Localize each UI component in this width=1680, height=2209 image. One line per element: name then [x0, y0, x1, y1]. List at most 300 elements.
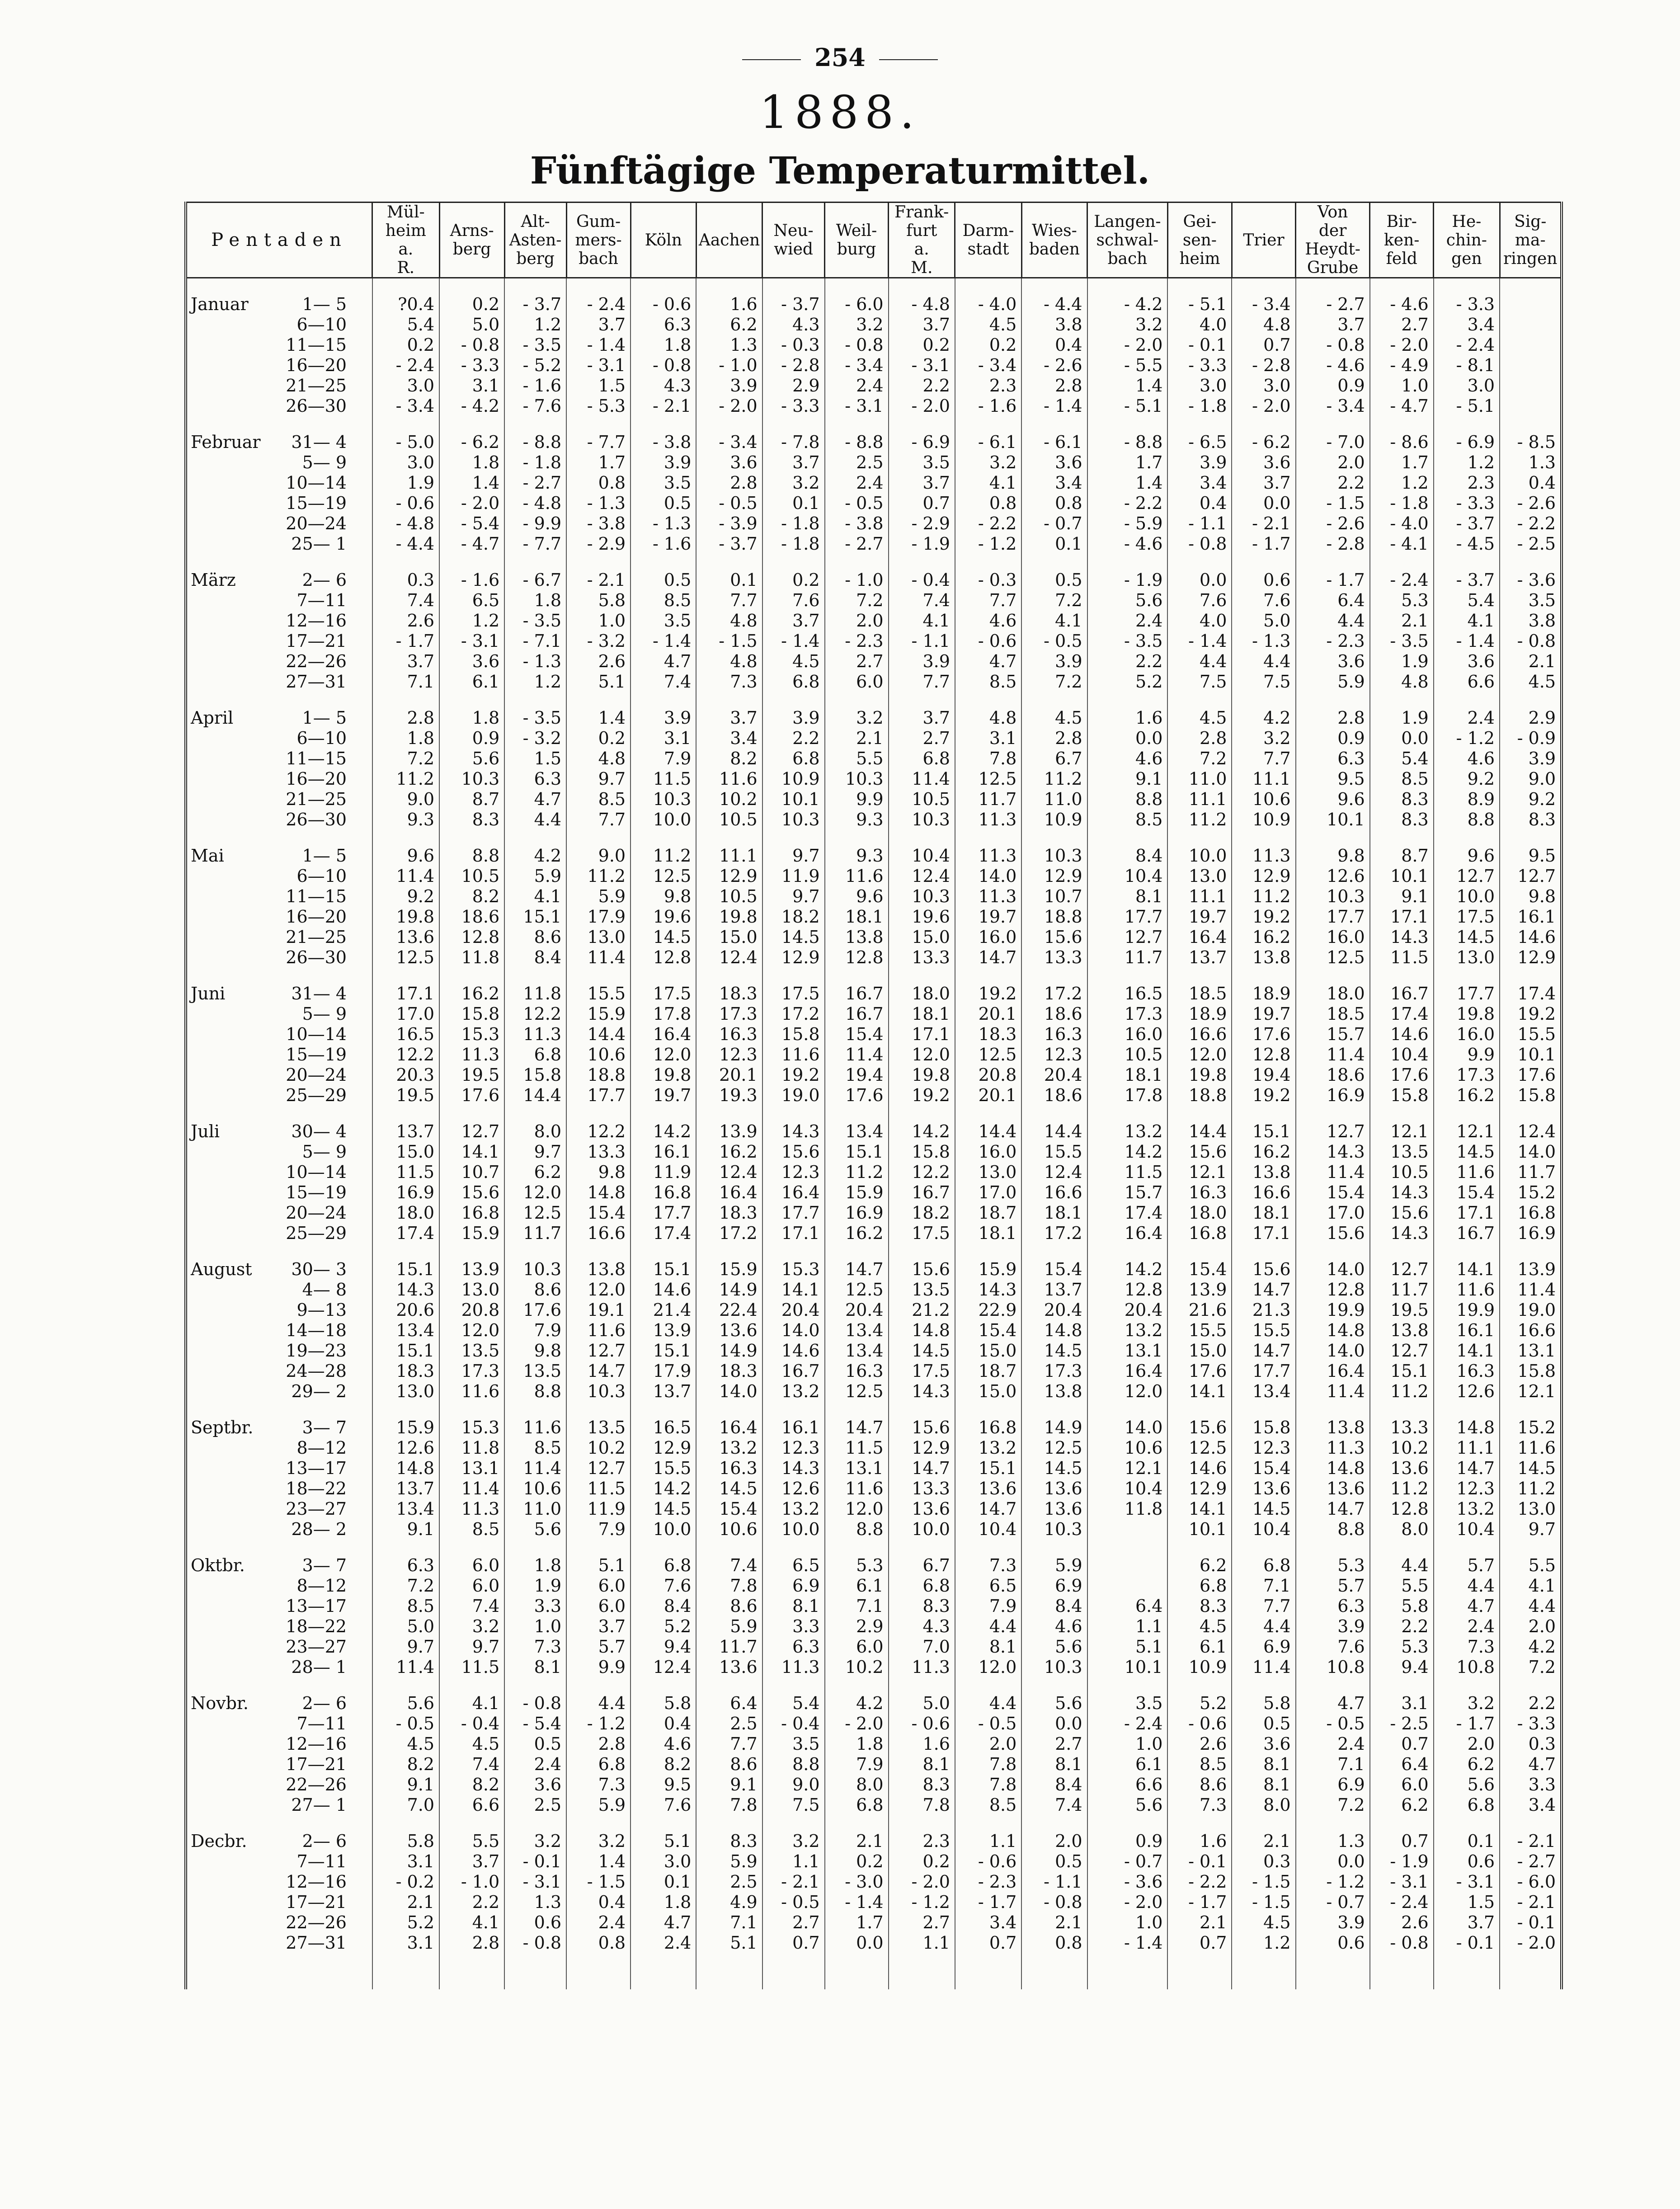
value-cell: 4.1: [1434, 611, 1500, 631]
value-cell: 13.2: [1434, 1499, 1500, 1519]
month-label: Juni: [191, 984, 226, 1003]
value-cell: 13.3: [1021, 947, 1087, 968]
pentade-cell: [186, 1085, 372, 1106]
value-cell: 13.3: [889, 1479, 955, 1499]
value-cell: 20.1: [955, 1004, 1021, 1024]
value-cell: - 0.4: [439, 1714, 504, 1734]
pentade-cell: [186, 1182, 372, 1203]
value-cell: - 6.7: [504, 570, 566, 590]
value-cell: - 1.8: [1370, 493, 1434, 513]
pentade-cell: [186, 278, 372, 315]
value-cell: 3.3: [1500, 1775, 1562, 1795]
value-cell: 19.8: [372, 907, 439, 927]
value-cell: 14.8: [1434, 1418, 1500, 1438]
value-cell: 10.1: [1087, 1657, 1168, 1677]
value-cell: 13.4: [825, 1341, 889, 1361]
pentade-cell: [186, 886, 372, 907]
value-cell: 18.7: [955, 1203, 1021, 1223]
value-cell: 16.7: [825, 1004, 889, 1024]
value-cell: 14.1: [439, 1142, 504, 1162]
value-cell: 5.6: [1021, 1693, 1087, 1714]
value-cell: 16.0: [955, 1142, 1021, 1162]
value-cell: 7.7: [1232, 1596, 1295, 1616]
pentade-cell: [186, 590, 372, 611]
pentade-range: 15—19: [286, 493, 347, 513]
value-cell: - 3.1: [566, 355, 631, 376]
pentade-cell: [186, 1381, 372, 1402]
value-cell: 3.0: [631, 1851, 696, 1872]
pentade-cell: [186, 1576, 372, 1596]
value-cell: 12.1: [1500, 1381, 1562, 1402]
table-row: [186, 432, 1562, 452]
pentade-cell: [186, 749, 372, 769]
month-label: Januar: [191, 294, 249, 314]
value-cell: 15.8: [1370, 1085, 1434, 1106]
value-cell: - 0.3: [762, 335, 825, 355]
value-cell: - 0.6: [631, 278, 696, 315]
value-cell: 11.3: [889, 1657, 955, 1677]
value-cell: 13.0: [1167, 866, 1232, 886]
value-cell: - 0.4: [889, 570, 955, 590]
month-label: Oktbr.: [191, 1555, 245, 1575]
value-cell: - 1.1: [889, 631, 955, 651]
value-cell: 12.7: [1500, 866, 1562, 886]
table-row: [186, 452, 1562, 473]
value-cell: 20.3: [372, 1065, 439, 1085]
value-cell: 7.4: [1021, 1795, 1087, 1815]
value-cell: 13.9: [631, 1320, 696, 1341]
value-cell: 4.5: [1167, 1616, 1232, 1637]
value-cell: 12.6: [1296, 866, 1370, 886]
value-cell: 10.4: [955, 1519, 1021, 1540]
value-cell: 14.8: [889, 1320, 955, 1341]
value-cell: 13.1: [439, 1458, 504, 1479]
pentade-cell: [186, 1045, 372, 1065]
value-cell: - 4.4: [372, 534, 439, 554]
value-cell: 0.3: [1232, 1851, 1295, 1872]
value-cell: 1.0: [1370, 376, 1434, 396]
value-cell: 16.7: [889, 1182, 955, 1203]
value-cell: 17.7: [762, 1203, 825, 1223]
value-cell: 11.7: [1087, 947, 1168, 968]
value-cell: 12.9: [1500, 947, 1562, 968]
value-cell: 16.9: [1500, 1223, 1562, 1243]
value-cell: 16.7: [762, 1361, 825, 1381]
value-cell: - 2.1: [1500, 1892, 1562, 1912]
value-cell: 11.7: [955, 789, 1021, 810]
value-cell: 12.0: [1087, 1381, 1168, 1402]
value-cell: 17.7: [1434, 984, 1500, 1004]
value-cell: 5.0: [372, 1616, 439, 1637]
value-cell: 17.2: [1021, 984, 1087, 1004]
value-cell: 17.7: [1296, 907, 1370, 927]
value-cell: 8.2: [439, 886, 504, 907]
pentade-range: 2— 6: [302, 1693, 347, 1713]
value-cell: 16.2: [1434, 1085, 1500, 1106]
value-cell: 14.7: [955, 947, 1021, 968]
month-spacer: [186, 554, 1562, 570]
value-cell: - 0.1: [1167, 1851, 1232, 1872]
value-cell: - 8.1: [1434, 355, 1500, 376]
pentade-range: 8—12: [296, 1438, 347, 1458]
value-cell: 9.4: [631, 1637, 696, 1657]
value-cell: 9.9: [825, 789, 889, 810]
value-cell: 14.1: [1434, 1341, 1500, 1361]
value-cell: - 3.1: [1434, 1872, 1500, 1892]
pentade-range: 2— 6: [302, 1831, 347, 1851]
value-cell: 10.4: [889, 846, 955, 866]
value-cell: 19.9: [1434, 1300, 1500, 1320]
value-cell: 5.6: [1087, 1795, 1168, 1815]
value-cell: 18.6: [1296, 1065, 1370, 1085]
value-cell: 15.9: [372, 1418, 439, 1438]
value-cell: - 2.3: [825, 631, 889, 651]
value-cell: 14.7: [1232, 1341, 1295, 1361]
value-cell: 17.1: [1370, 907, 1434, 927]
table-row: [186, 1142, 1562, 1162]
value-cell: 16.1: [762, 1418, 825, 1438]
value-cell: 15.4: [1232, 1458, 1295, 1479]
value-cell: 0.9: [439, 728, 504, 749]
value-cell: 1.8: [504, 590, 566, 611]
value-cell: 11.4: [825, 1045, 889, 1065]
value-cell: 14.7: [955, 1499, 1021, 1519]
value-cell: - 3.4: [1296, 396, 1370, 416]
value-cell: - 2.5: [1500, 534, 1562, 554]
value-cell: 4.5: [1500, 672, 1562, 692]
month-label: April: [191, 708, 234, 728]
value-cell: 2.9: [825, 1616, 889, 1637]
value-cell: 1.8: [439, 708, 504, 728]
value-cell: 17.6: [504, 1300, 566, 1320]
value-cell: 6.4: [696, 1693, 762, 1714]
pentade-range: 7—11: [296, 1851, 347, 1871]
value-cell: 12.4: [631, 1657, 696, 1677]
value-cell: 15.4: [1296, 1182, 1370, 1203]
table-row: [186, 611, 1562, 631]
value-cell: 9.0: [372, 789, 439, 810]
value-cell: 6.6: [1434, 672, 1500, 692]
value-cell: 9.7: [504, 1142, 566, 1162]
value-cell: 13.5: [889, 1280, 955, 1300]
value-cell: - 0.8: [504, 1693, 566, 1714]
value-cell: 16.7: [1434, 1223, 1500, 1243]
value-cell: 7.3: [1167, 1795, 1232, 1815]
column-header: Wies- baden: [1021, 203, 1087, 278]
value-cell: - 2.0: [1087, 1892, 1168, 1912]
value-cell: 3.9: [696, 376, 762, 396]
table-row: [186, 1458, 1562, 1479]
value-cell: 2.3: [889, 1831, 955, 1851]
value-cell: 19.4: [1232, 1065, 1295, 1085]
value-cell: 16.4: [1087, 1223, 1168, 1243]
value-cell: 11.9: [762, 866, 825, 886]
pentade-cell: [186, 376, 372, 396]
pentade-range: 1— 5: [302, 294, 347, 314]
pentade-range: 1— 5: [302, 846, 347, 866]
value-cell: - 9.9: [504, 513, 566, 534]
pentade-range: 12—16: [286, 1872, 347, 1892]
value-cell: - 0.8: [1167, 534, 1232, 554]
value-cell: 3.7: [566, 1616, 631, 1637]
value-cell: 18.3: [955, 1024, 1021, 1045]
value-cell: 4.8: [696, 651, 762, 672]
pentade-range: 11—15: [286, 886, 347, 906]
value-cell: 1.0: [1087, 1912, 1168, 1933]
value-cell: - 0.6: [372, 493, 439, 513]
value-cell: 17.6: [439, 1085, 504, 1106]
value-cell: 8.7: [439, 789, 504, 810]
value-cell: 4.4: [1370, 1555, 1434, 1576]
value-cell: 4.7: [1434, 1596, 1500, 1616]
value-cell: 15.8: [1232, 1418, 1295, 1438]
value-cell: 1.7: [566, 452, 631, 473]
value-cell: 0.5: [631, 570, 696, 590]
value-cell: 8.6: [696, 1754, 762, 1775]
value-cell: 3.2: [1434, 1693, 1500, 1714]
value-cell: 11.3: [762, 1657, 825, 1677]
value-cell: - 0.8: [631, 355, 696, 376]
pentade-cell: [186, 1734, 372, 1754]
value-cell: - 7.7: [504, 534, 566, 554]
value-cell: 3.2: [504, 1831, 566, 1851]
value-cell: 2.4: [504, 1754, 566, 1775]
month-label: März: [191, 570, 236, 590]
value-cell: 8.8: [1087, 789, 1168, 810]
value-cell: 9.0: [1500, 769, 1562, 789]
value-cell: 13.9: [1167, 1280, 1232, 1300]
value-cell: 4.7: [631, 651, 696, 672]
value-cell: 3.0: [1232, 376, 1295, 396]
value-cell: 13.0: [1434, 947, 1500, 968]
value-cell: - 0.6: [1167, 1714, 1232, 1734]
pentade-cell: [186, 1203, 372, 1223]
pentade-range: 17—21: [286, 631, 347, 651]
value-cell: 2.5: [504, 1795, 566, 1815]
value-cell: 6.3: [631, 315, 696, 335]
value-cell: - 2.6: [1500, 493, 1562, 513]
value-cell: - 3.4: [696, 432, 762, 452]
value-cell: 9.4: [1370, 1657, 1434, 1677]
value-cell: - 3.3: [1434, 493, 1500, 513]
value-cell: 11.6: [566, 1320, 631, 1341]
value-cell: 11.3: [439, 1045, 504, 1065]
value-cell: 5.8: [631, 1693, 696, 1714]
value-cell: 5.4: [372, 315, 439, 335]
value-cell: 11.3: [439, 1499, 504, 1519]
value-cell: 12.7: [1370, 1259, 1434, 1280]
value-cell: 15.5: [1232, 1320, 1295, 1341]
table-row: [186, 1065, 1562, 1085]
table-row: [186, 534, 1562, 554]
value-cell: 15.0: [889, 927, 955, 947]
value-cell: 10.0: [631, 810, 696, 830]
value-cell: 8.8: [439, 846, 504, 866]
table-row: [186, 1851, 1562, 1872]
value-cell: 3.2: [762, 473, 825, 493]
value-cell: 8.8: [1296, 1519, 1370, 1540]
value-cell: 14.0: [762, 1320, 825, 1341]
value-cell: - 2.0: [1232, 396, 1295, 416]
value-cell: 3.5: [762, 1734, 825, 1754]
value-cell: 11.6: [696, 769, 762, 789]
value-cell: - 1.7: [372, 631, 439, 651]
pentade-cell: [186, 432, 372, 452]
value-cell: 7.4: [372, 590, 439, 611]
value-cell: 12.9: [889, 1438, 955, 1458]
value-cell: - 0.5: [1021, 631, 1087, 651]
value-cell: - 2.8: [762, 355, 825, 376]
value-cell: 1.9: [372, 473, 439, 493]
value-cell: 2.2: [1087, 651, 1168, 672]
value-cell: 4.7: [504, 789, 566, 810]
pentade-range: 7—11: [296, 1714, 347, 1733]
pentade-range: 20—24: [286, 1065, 347, 1085]
value-cell: 10.5: [439, 866, 504, 886]
value-cell: 4.8: [955, 708, 1021, 728]
value-cell: 11.2: [1167, 810, 1232, 830]
value-cell: 13.7: [1167, 947, 1232, 968]
pentade-cell: [186, 534, 372, 554]
column-header: Von der Heydt- Grube: [1296, 203, 1370, 278]
month-label: Decbr.: [191, 1831, 247, 1851]
value-cell: 16.3: [1021, 1024, 1087, 1045]
value-cell: 14.7: [825, 1418, 889, 1438]
value-cell: 10.9: [1021, 810, 1087, 830]
value-cell: 3.0: [1167, 376, 1232, 396]
value-cell: 7.4: [696, 1555, 762, 1576]
value-cell: 2.4: [1087, 611, 1168, 631]
value-cell: 6.3: [762, 1637, 825, 1657]
value-cell: 0.2: [889, 1851, 955, 1872]
value-cell: - 2.1: [631, 396, 696, 416]
value-cell: 19.8: [1434, 1004, 1500, 1024]
value-cell: 4.8: [696, 611, 762, 631]
value-cell: 8.1: [889, 1754, 955, 1775]
month-label: Novbr.: [191, 1693, 249, 1713]
value-cell: 13.0: [372, 1381, 439, 1402]
value-cell: 12.5: [631, 866, 696, 886]
value-cell: 12.5: [372, 947, 439, 968]
value-cell: 14.0: [1296, 1341, 1370, 1361]
value-cell: 2.7: [889, 728, 955, 749]
value-cell: 4.2: [1232, 708, 1295, 728]
table-row: [186, 1004, 1562, 1024]
pentade-range: 10—14: [286, 1024, 347, 1044]
value-cell: 8.0: [504, 1121, 566, 1142]
value-cell: 3.3: [762, 1616, 825, 1637]
value-cell: 18.9: [1167, 1004, 1232, 1024]
value-cell: 15.4: [696, 1499, 762, 1519]
value-cell: 6.8: [1434, 1795, 1500, 1815]
value-cell: 1.2: [504, 672, 566, 692]
value-cell: [1087, 1555, 1168, 1576]
value-cell: 12.8: [1087, 1280, 1168, 1300]
value-cell: 8.6: [696, 1596, 762, 1616]
value-cell: 10.3: [889, 886, 955, 907]
value-cell: 16.6: [566, 1223, 631, 1243]
pentade-range: 18—22: [286, 1616, 347, 1636]
value-cell: 0.5: [631, 493, 696, 513]
value-cell: 3.3: [504, 1596, 566, 1616]
value-cell: 15.4: [566, 1203, 631, 1223]
value-cell: 13.6: [1232, 1479, 1295, 1499]
value-cell: - 0.5: [762, 1892, 825, 1912]
value-cell: 7.6: [631, 1576, 696, 1596]
value-cell: 6.4: [1087, 1596, 1168, 1616]
value-cell: 0.8: [1021, 1933, 1087, 1953]
value-cell: - 1.0: [696, 355, 762, 376]
value-cell: - 0.1: [504, 1851, 566, 1872]
month-label: Februar: [191, 432, 261, 452]
value-cell: 9.7: [439, 1637, 504, 1657]
value-cell: 10.1: [1370, 866, 1434, 886]
value-cell: 12.3: [762, 1438, 825, 1458]
value-cell: 14.6: [1370, 1024, 1434, 1045]
value-cell: 5.9: [1296, 672, 1370, 692]
value-cell: 13.2: [696, 1438, 762, 1458]
value-cell: 13.5: [504, 1361, 566, 1381]
table-row: [186, 590, 1562, 611]
value-cell: 0.7: [889, 493, 955, 513]
value-cell: - 3.4: [1232, 278, 1295, 315]
column-header: Sig- ma- ringen: [1500, 203, 1562, 278]
value-cell: - 8.6: [1370, 432, 1434, 452]
value-cell: 2.8: [696, 473, 762, 493]
value-cell: 17.7: [1087, 907, 1168, 927]
value-cell: 15.6: [1296, 1223, 1370, 1243]
value-cell: 5.6: [439, 749, 504, 769]
pentade-cell: [186, 1657, 372, 1677]
value-cell: 19.5: [439, 1065, 504, 1085]
value-cell: 14.3: [372, 1280, 439, 1300]
value-cell: 1.7: [1370, 452, 1434, 473]
value-cell: 4.5: [955, 315, 1021, 335]
pentade-range: 6—10: [296, 866, 347, 886]
value-cell: 0.4: [566, 1892, 631, 1912]
value-cell: 6.1: [1167, 1637, 1232, 1657]
value-cell: - 3.3: [439, 355, 504, 376]
value-cell: 11.2: [1021, 769, 1087, 789]
value-cell: 17.5: [631, 984, 696, 1004]
value-cell: 14.5: [1434, 1142, 1500, 1162]
pentade-range: 27—31: [286, 672, 347, 692]
value-cell: 3.0: [372, 376, 439, 396]
value-cell: 11.2: [825, 1162, 889, 1182]
pentade-range: 31— 4: [291, 984, 347, 1003]
value-cell: 2.2: [1500, 1693, 1562, 1714]
pentade-cell: [186, 355, 372, 376]
value-cell: - 1.4: [566, 335, 631, 355]
pentade-range: 17—21: [286, 1754, 347, 1774]
value-cell: 13.2: [1087, 1320, 1168, 1341]
value-cell: 15.5: [631, 1458, 696, 1479]
value-cell: 2.6: [1370, 1912, 1434, 1933]
value-cell: 2.1: [1500, 651, 1562, 672]
value-cell: - 0.5: [696, 493, 762, 513]
table-row: [186, 1259, 1562, 1280]
value-cell: 7.2: [825, 590, 889, 611]
value-cell: 17.4: [1370, 1004, 1434, 1024]
value-cell: 19.5: [1370, 1300, 1434, 1320]
value-cell: 8.1: [1021, 1754, 1087, 1775]
value-cell: - 3.3: [1500, 1714, 1562, 1734]
value-cell: 3.9: [1296, 1912, 1370, 1933]
pentade-cell: [186, 769, 372, 789]
value-cell: 7.6: [762, 590, 825, 611]
value-cell: 6.8: [889, 749, 955, 769]
value-cell: 8.5: [1167, 1754, 1232, 1775]
